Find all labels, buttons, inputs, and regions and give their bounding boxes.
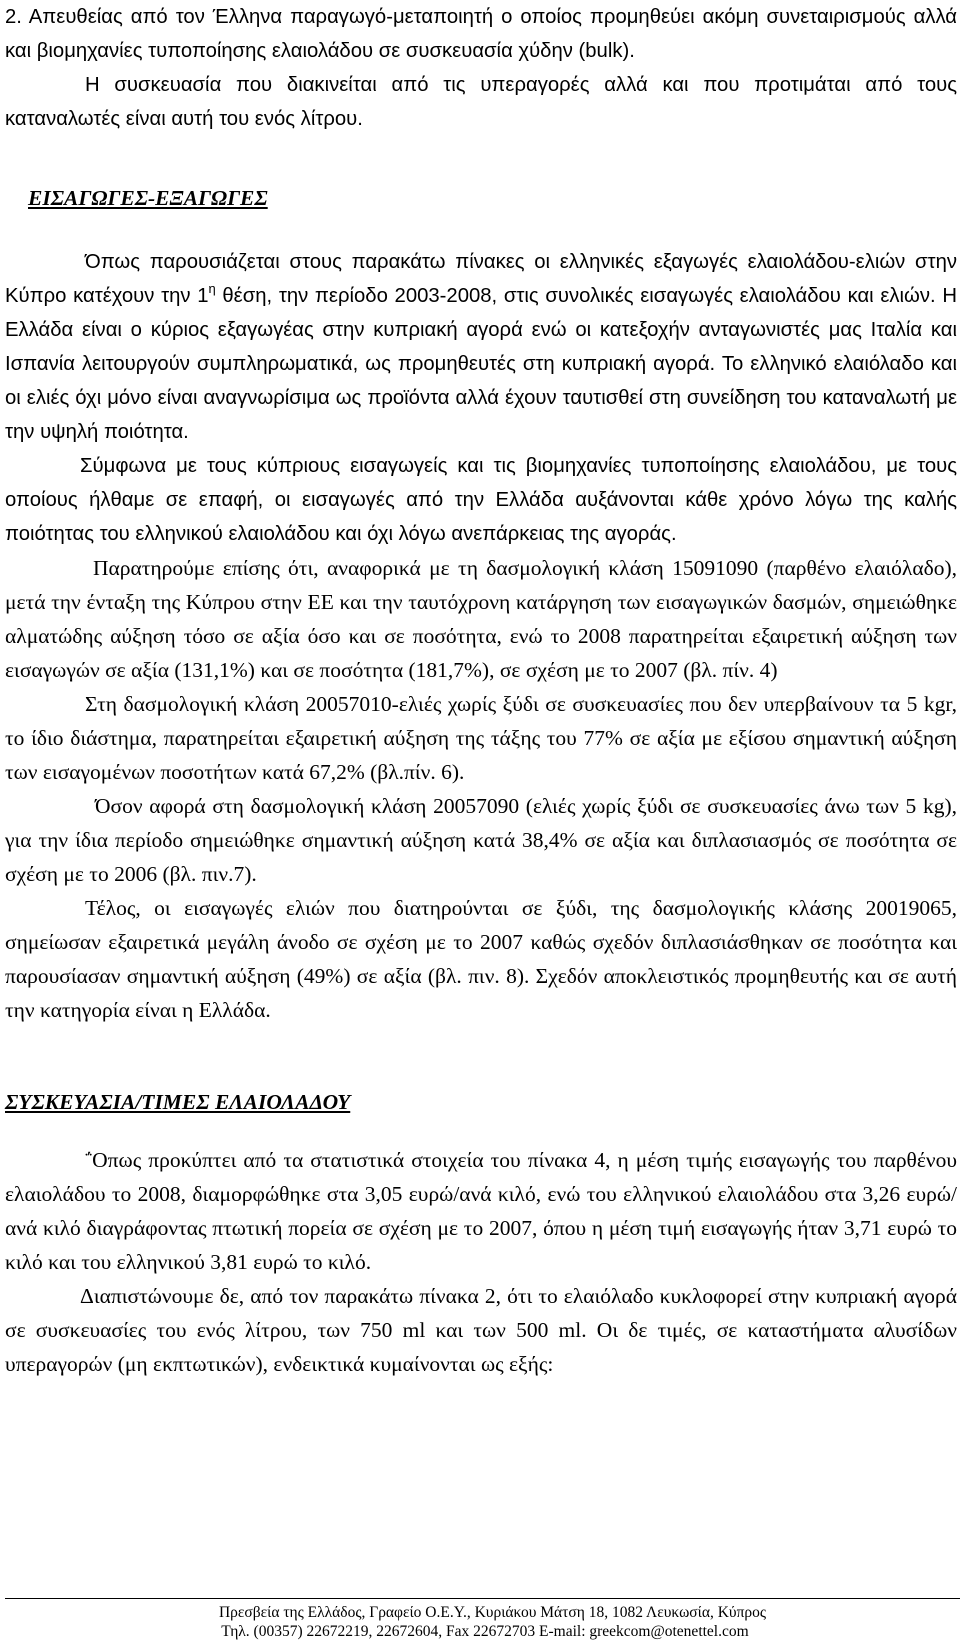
section-heading-imports-exports: ΕΙΣΑΓΩΓΕΣ-ΕΞΑΓΩΓΕΣ bbox=[28, 186, 268, 210]
paragraph-text: Όπως παρουσιάζεται στους παρακάτω πίνακες οι ελληνικές εξαγωγές ελαιολάδου-ελιών στην Κύπρο κατέχουν την 1 bbox=[5, 251, 957, 307]
packaging-prices-paragraph-1: ΅Οπως προκύπτει από τα στατιστικά στοιχεία του πίνακα 4, η μέση τιμής εισαγωγής του παρθένου ελαιολάδου το 2008, διαμορφώθηκε στα 3,05 ευρώ/ανά κιλό, ενώ του ελληνικού ελαιολάδου στα 3,26 ευρώ/ανά κιλό διαγράφοντας πτωτική πορεία σε σχέση με το 2007, όπου η μέση τιμή εισαγωγής ήταν 3,71 ευρώ το κιλό και του ελληνικού 3,81 ευρώ το κιλό. bbox=[5, 1148, 957, 1274]
imports-exports-paragraph-3: Παρατηρούμε επίσης ότι, αναφορικά με τη δασμολογική κλάση 15091090 (παρθένο ελαιόλαδο), μετά την ένταξη της Κύπρου στην ΕΕ και την ταυτόχρονη κατάργηση των εισαγωγικών δασμών, σημειώθηκε αλματώδης αύξηση τόσο σε αξία όσο και σε ποσότητα, ενώ το 2008 παρατηρείται εξαιρετική αύξηση των εισαγωγών σε αξία (131,1%) και σε ποσότητα (181,7%), σε σχέση με το 2007 (βλ. πίν. 4) bbox=[5, 556, 957, 682]
imports-exports-paragraph-5: Όσον αφορά στη δασμολογική κλάση 20057090 (ελιές χωρίς ξύδι σε συσκευασίες άνω των 5 kg), για την ίδια περίοδο σημειώθηκε σημαντική αύξηση κατά 38,4% σε αξία και διπλασιασμός σε ποσότητα σε σχέση με το 2006 (βλ. πιν.7). bbox=[5, 794, 957, 886]
page-footer bbox=[0, 1603, 960, 1641]
imports-exports-paragraph-1 bbox=[5, 245, 957, 449]
imports-exports-paragraph-4: Στη δασμολογική κλάση 20057010-ελιές χωρίς ξύδι σε συσκευασίες που δεν υπερβαίνουν τα 5 kgr, το ίδιο διάστημα, παρατηρείται εξαιρετική αύξηση της τάξης του 77% σε αξία με εξίσου σημαντική αύξηση των εισαγομένων ποσοτήτων κατά 67,2% (βλ.πίν. 6). bbox=[5, 692, 957, 784]
section-heading-packaging-prices: ΣΥΣΚΕΥΑΣΙΑ/ΤΙΜΕΣ ΕΛΑΙΟΛΑΔΟΥ bbox=[5, 1090, 351, 1114]
packaging-prices-paragraph-2: Διαπιστώνουμε δε, από τον παρακάτω πίνακα 2, ότι το ελαιόλαδο κυκλοφορεί στην κυπριακή αγορά σε συσκευασίες του ενός λίτρου, των 750 ml και των 500 ml. Οι δε τιμές, σε καταστήματα αλυσίδων υπεραγορών (μη εκπτωτικών), ενδεικτικά κυμαίνονται ως εξής: bbox=[5, 1284, 957, 1376]
footer-contact: Τηλ. (00357) 22672219, 22672604, Fax 22672703 E-mail: greekcom@otenettel.com bbox=[221, 1623, 749, 1640]
footer-address: Πρεσβεία της Ελλάδος, Γραφείο Ο.Ε.Υ., Κυριάκου Μάτση 18, 1082 Λευκωσία, Κύπρος bbox=[218, 1604, 767, 1621]
paragraph-text: θέση, την περίοδο 2003-2008, στις συνολικές εισαγωγές ελαιολάδου και ελιών. Η Ελλάδα είναι ο κύριος εξαγωγέας στην κυπριακή αγορά ενώ οι κατεξοχήν ανταγωνιστές μας Ιταλία και Ισπανία λειτουργούν συμπληρωματικά, ως προμηθευτές στη κυπριακή αγορά. Το ελληνικό ελαιόλαδο και οι ελιές όχι μόνο είναι αναγνωρίσιμα ως προϊόντα αλλά έχουν ταυτισθεί στη συνείδηση του καταναλωτή με την υψηλή ποιότητα. bbox=[5, 285, 957, 443]
imports-exports-paragraph-6: Τέλος, οι εισαγωγές ελιών που διατηρούνται σε ξύδι, της δασμολογικής κλάσης 20019065, σημείωσαν εξαιρετικά μεγάλη άνοδο σε σχέση με το 2007 καθώς σχεδόν διπλασιάσθηκαν σε ποσότητα και παρουσίασαν σημαντική αύξηση (49%) σε αξία (βλ. πιν. 8). Σχεδόν αποκλειστικός προμηθευτής και σε αυτή την κατηγορία είναι η Ελλάδα. bbox=[5, 896, 957, 1022]
document-body bbox=[5, 0, 957, 1381]
footer-divider bbox=[5, 1598, 960, 1599]
imports-exports-paragraph-2: Σύμφωνα με τους κύπριους εισαγωγείς και τις βιομηχανίες τυποποίησης ελαιολάδου, με τους οποίους ήλθαμε σε επαφή, οι εισαγωγές από την Ελλάδα αυξάνονται κάθε χρόνο λόγω της καλής ποιότητας του ελληνικού ελαιολάδου και όχι λόγω ανεπάρκειας της αγοράς. bbox=[5, 455, 957, 545]
intro-item-2: 2. Απευθείας από τον Έλληνα παραγωγό-μεταποιητή ο οποίος προμηθεύει ακόμη συνεταιρισμούς αλλά και βιομηχανίες τυποποίησης ελαιολάδου σε συσκευασία χύδην (bulk). bbox=[5, 6, 957, 62]
intro-packaging-paragraph: Η συσκευασία που διακινείται από τις υπεραγορές αλλά και που προτιμάται από τους καταναλωτές είναι αυτή του ενός λίτρου. bbox=[5, 74, 957, 130]
superscript-ordinal: η bbox=[208, 281, 216, 296]
